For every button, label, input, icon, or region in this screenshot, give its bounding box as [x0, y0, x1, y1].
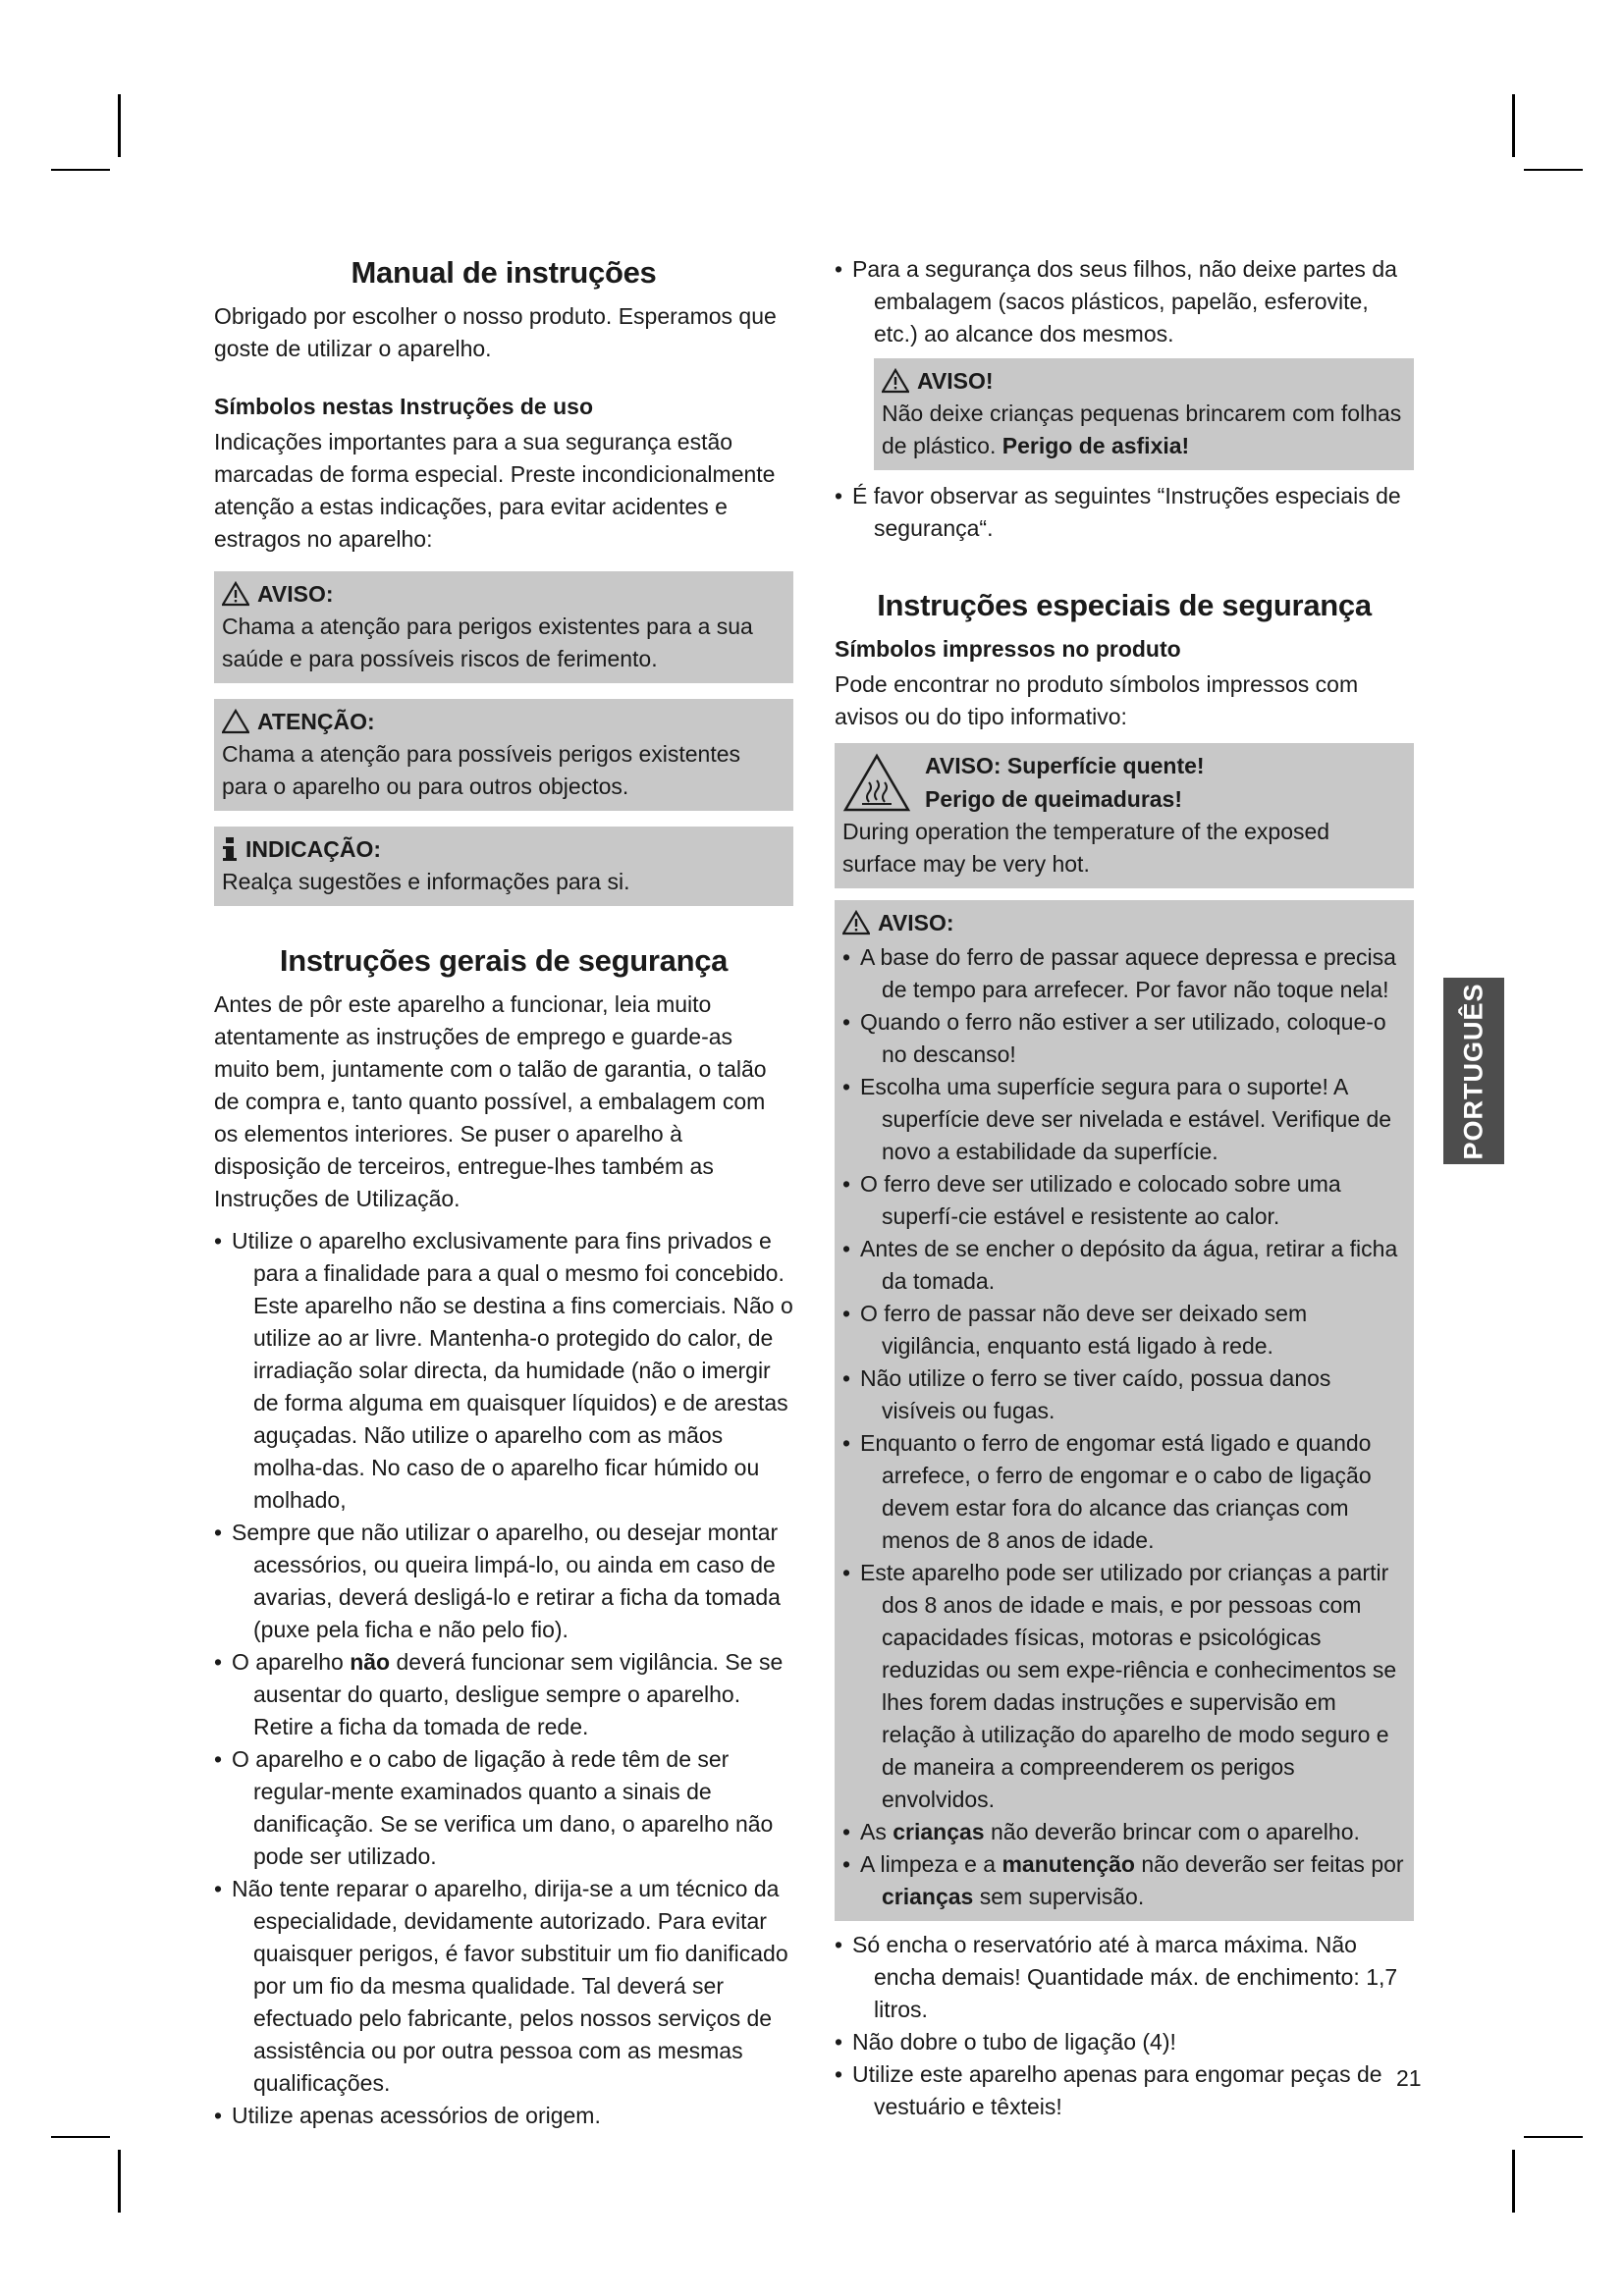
aviso-text: Chama a atenção para perigos existentes para a sua saúde e para possíveis riscos de ferimento.	[222, 614, 753, 671]
indicacao-text: Realça sugestões e informações para si.	[222, 869, 630, 894]
list-item: • Enquanto o ferro de engomar está ligado e quando arrefece, o ferro de engomar e o cabo de ligação devem estar fora do alcance das crianças com menos de 8 anos de idade.	[842, 1427, 1406, 1557]
hot-surface-line1: AVISO: Superfície quente!	[925, 753, 1205, 778]
warning-icon	[882, 368, 909, 394]
crop-mark-top-right-h	[1524, 169, 1583, 171]
warning-icon	[842, 910, 870, 935]
atencao-box	[214, 699, 793, 811]
list-item: • Quando o ferro não estiver a ser utilizado, coloque-o no descanso!	[842, 1006, 1406, 1071]
crop-mark-top-right-v	[1512, 94, 1515, 157]
iron-warning-title: AVISO:	[878, 910, 954, 935]
list-item: • Antes de se encher o depósito da água, retirar a ficha da tomada.	[842, 1233, 1406, 1298]
list-item: • Este aparelho pode ser utilizado por crianças a partir dos 8 anos de idade e mais, e por pessoas com capacidades físicas, motoras e psicológicas reduzidas ou sem expe-riência e conhecimentos se lhes forem dadas instruções e supervisão em relação à utilização do aparelho de modo seguro e de maneira a compreenderem os perigos envolvidos.	[842, 1557, 1406, 1816]
crop-mark-bottom-left-v	[118, 2150, 121, 2213]
list-item: • Não dobre o tubo de ligação (4)!	[835, 2026, 1414, 2058]
list-item: • Não utilize o ferro se tiver caído, possua danos visíveis ou fugas.	[842, 1362, 1406, 1427]
crop-mark-top-left-h	[51, 169, 110, 171]
list-item: • A limpeza e a manutenção não deverão ser feitas por crianças sem supervisão.	[842, 1848, 1406, 1913]
page-number: 21	[1396, 2065, 1422, 2091]
hot-surface-icon	[842, 753, 911, 814]
list-item: • Para a segurança dos seus filhos, não deixe partes da embalagem (sacos plásticos, papelão, esferovite, etc.) ao alcance dos mesmos.	[835, 253, 1414, 350]
crop-mark-bottom-left-h	[51, 2136, 110, 2138]
aviso-asphyxia-text: Não deixe crianças pequenas brincarem com folhas de plástico. Perigo de asfixia!	[882, 400, 1402, 458]
left-column	[214, 253, 793, 2132]
aviso-box	[214, 571, 793, 683]
list-item: • As crianças não deverão brincar com o aparelho.	[842, 1816, 1406, 1848]
language-tab	[1443, 978, 1504, 1164]
language-tab-label: PORTUGUÊS	[1458, 982, 1489, 1160]
children-bullet	[835, 253, 1414, 350]
info-icon	[222, 836, 238, 862]
list-item: • Utilize o aparelho exclusivamente para fins privados e para a finalidade para a qual o mesmo foi concebido. Este aparelho não se destina a fins comerciais. Não o utilize ao ar livre. Mantenha-o protegido do calor, de irradiação solar directa, da humidade (não o imergir de forma alguma em quaisquer líquidos) e de arestas aguçadas. Não utilize o aparelho com as mãos molha-das. No caso de o aparelho ficar húmido ou molhado,	[214, 1225, 793, 1517]
list-item: • Só encha o reservatório até à marca máxima. Não encha demais! Quantidade máx. de enchimento: 1,7 litros.	[835, 1929, 1414, 2026]
hot-surface-line2: Perigo de queimaduras!	[925, 786, 1183, 812]
indicacao-box	[214, 827, 793, 906]
general-safety-title: Instruções gerais de segurança	[279, 943, 729, 978]
list-item: • O ferro deve ser utilizado e colocado sobre uma superfí-cie estável e resistente ao calor.	[842, 1168, 1406, 1233]
final-bullets	[835, 1929, 1414, 2123]
manual-title: Manual de instruções	[351, 255, 657, 290]
iron-warning-list	[842, 941, 1406, 1913]
list-item: • Escolha uma superfície segura para o suporte! A superfície deve ser nivelada e estável. Verifique de novo a estabilidade da superfície.	[842, 1071, 1406, 1168]
iron-warning-box	[835, 900, 1414, 1921]
hot-surface-box	[835, 743, 1414, 888]
crop-mark-bottom-right-h	[1524, 2136, 1583, 2138]
aviso-asphyxia-title: AVISO!	[917, 368, 994, 394]
symbols-text: Indicações importantes para a sua segurança estão marcadas de forma especial. Preste incondicionalmente atenção a estas indicações, para evitar acidentes e estragos no aparelho:	[214, 429, 776, 552]
observe-bullet	[835, 480, 1414, 545]
list-item: • Utilize apenas acessórios de origem.	[214, 2100, 793, 2132]
crop-mark-bottom-right-v	[1512, 2150, 1515, 2213]
atencao-text: Chama a atenção para possíveis perigos existentes para o aparelho ou para outros objectos.	[222, 741, 741, 799]
atencao-title: ATENÇÃO:	[257, 709, 375, 734]
list-item: • A base do ferro de passar aquece depressa e precisa de tempo para arrefecer. Por favor não toque nela!	[842, 941, 1406, 1006]
list-item: • Sempre que não utilizar o aparelho, ou desejar montar acessórios, ou queira limpá-lo, ou ainda em caso de avarias, deverá desligá-lo e retirar a ficha da tomada (puxe pela ficha e não pelo fio).	[214, 1517, 793, 1646]
special-safety-title: Instruções especiais de segurança	[877, 588, 1372, 622]
intro-text: Obrigado por escolher o nosso produto. Esperamos que goste de utilizar o aparelho.	[214, 303, 777, 361]
aviso-asphyxia-box	[874, 358, 1414, 470]
general-intro: Antes de pôr este aparelho a funcionar, leia muito atentamente as instruções de emprego e guarde-as muito bem, juntamente com o talão de garantia, o talão de compra e, tanto quanto possível, a embalagem com os elementos interiores. Se puser o aparelho à disposição de terceiros, entregue-lhes também as Instruções de Utilização.	[214, 991, 767, 1211]
list-item: • Utilize este aparelho apenas para engomar peças de vestuário e têxteis!	[835, 2058, 1414, 2123]
printed-symbols-text: Pode encontrar no produto símbolos impressos com avisos ou do tipo informativo:	[835, 671, 1359, 729]
list-item: • É favor observar as seguintes “Instruções especiais de segurança“.	[835, 480, 1414, 545]
aviso-title: AVISO:	[257, 581, 334, 607]
right-column	[835, 253, 1414, 2123]
crop-mark-top-left-v	[118, 94, 121, 157]
list-item: • Não tente reparar o aparelho, dirija-se a um técnico da especialidade, devidamente autorizado. Para evitar quaisquer perigos, é favor substituir um fio danificado por um fio da mesma qualidade. Tal deverá ser efectuado pelo fabricante, pelos nossos serviços de assistência ou por outra pessoa com as mesmas qualificações.	[214, 1873, 793, 2100]
caution-icon	[222, 709, 249, 734]
list-item: • O aparelho e o cabo de ligação à rede têm de ser regular-mente examinados quanto a sinais de danificação. Se se verifica um dano, o aparelho não pode ser utilizado.	[214, 1743, 793, 1873]
general-bullets	[214, 1225, 793, 2132]
list-item: • O aparelho não deverá funcionar sem vigilância. Se se ausentar do quarto, desligue sempre o aparelho. Retire a ficha da tomada de rede.	[214, 1646, 793, 1743]
printed-symbols-heading: Símbolos impressos no produto	[835, 636, 1181, 662]
warning-icon	[222, 581, 249, 607]
indicacao-title: INDICAÇÃO:	[245, 836, 381, 862]
list-item: • O ferro de passar não deve ser deixado sem vigilância, enquanto está ligado à rede.	[842, 1298, 1406, 1362]
symbols-heading: Símbolos nestas Instruções de uso	[214, 394, 593, 419]
hot-surface-text: During operation the temperature of the exposed surface may be very hot.	[842, 819, 1330, 877]
